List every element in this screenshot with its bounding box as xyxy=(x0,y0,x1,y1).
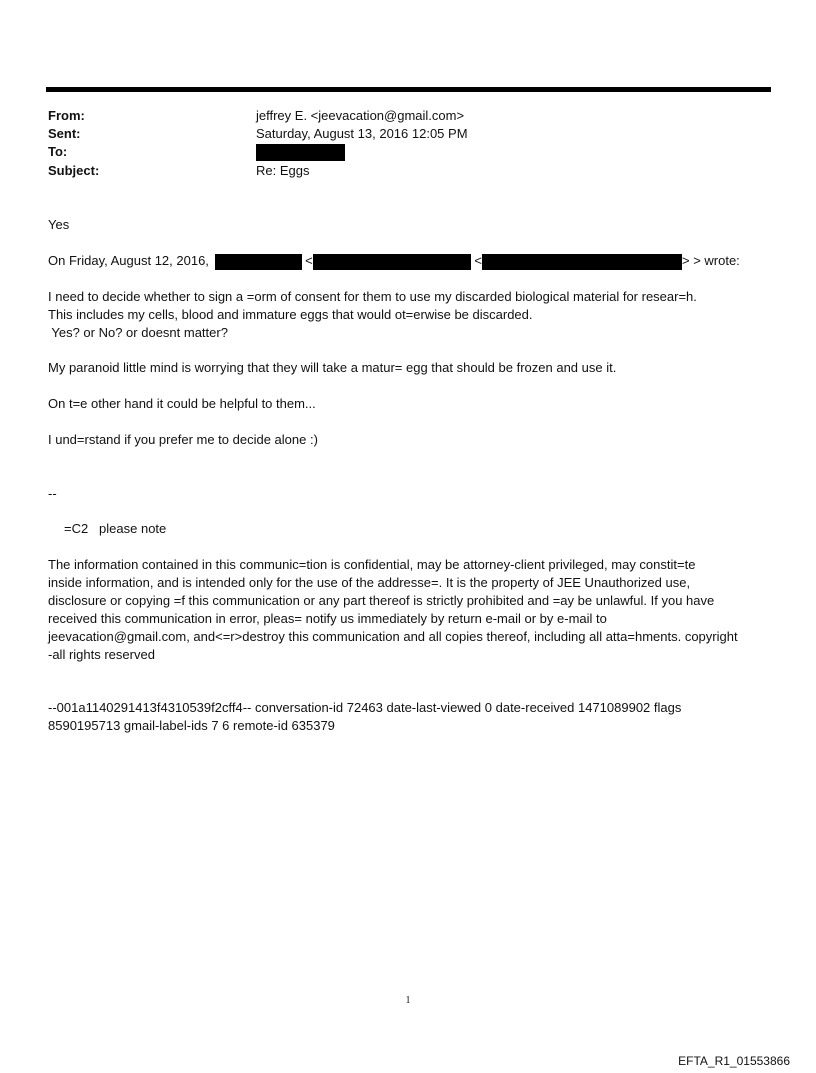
metadata-line: --001a1140291413f4310539f2cff4-- conversation-id 72463 date-last-viewed 0 date-received 1471089902 flags xyxy=(48,700,682,715)
redaction-block xyxy=(482,254,682,270)
to-row xyxy=(48,143,768,161)
from-row xyxy=(48,107,768,125)
signature-separator: -- xyxy=(48,486,57,501)
quoted-line: This includes my cells, blood and immature eggs that would ot=erwise be discarded. xyxy=(48,307,533,322)
quote-intro-prefix: On Friday, August 12, 2016, xyxy=(48,253,209,268)
to-label: To: xyxy=(48,144,68,159)
quote-intro xyxy=(48,252,776,270)
redaction-block xyxy=(313,254,471,270)
reply-text: Yes xyxy=(48,217,70,232)
bates-number: EFTA_R1_01553866 xyxy=(678,1054,790,1068)
to-value-redaction xyxy=(256,143,345,161)
sent-value: Saturday, August 13, 2016 12:05 PM xyxy=(256,126,468,141)
redaction-block xyxy=(256,144,345,161)
from-label: From: xyxy=(48,108,85,123)
quoted-paragraph-3: On t=e other hand it could be helpful to them... xyxy=(48,396,316,411)
redaction-block xyxy=(215,254,302,270)
quote-intro-suffix: > > wrote: xyxy=(681,253,740,268)
quoted-paragraph-4: I und=rstand if you prefer me to decide alone :) xyxy=(48,432,318,447)
disclaimer-line: -all rights reserved xyxy=(48,647,155,662)
page-number: 1 xyxy=(405,995,411,1006)
subject-label: Subject: xyxy=(48,163,100,178)
note-line: =C2 please note xyxy=(64,521,167,536)
disclaimer-line: The information contained in this communic=tion is confidential, may be attorney-client privileged, may constit=te xyxy=(48,557,696,572)
quoted-paragraph-1 xyxy=(48,288,774,342)
disclaimer xyxy=(48,556,774,664)
subject-row xyxy=(48,162,768,180)
quote-intro-lt: < xyxy=(474,253,482,268)
disclaimer-line: inside information, and is intended only for the use of the addresse=. It is the property of JEE Unauthorized use, xyxy=(48,575,691,590)
quoted-line: Yes? or No? or doesnt matter? xyxy=(48,325,228,340)
from-value: jeffrey E. <jeevacation@gmail.com> xyxy=(256,108,465,123)
subject-value: Re: Eggs xyxy=(256,163,310,178)
sent-label: Sent: xyxy=(48,126,81,141)
header-rule xyxy=(46,87,771,92)
quoted-paragraph-2: My paranoid little mind is worrying that they will take a matur= egg that should be frozen and use it. xyxy=(48,360,617,375)
disclaimer-line: jeevacation@gmail.com, and<=r>destroy this communication and all copies thereof, including all atta=hments. copyright xyxy=(48,629,738,644)
sent-row xyxy=(48,125,768,143)
quote-intro-lt: < xyxy=(305,253,313,268)
disclaimer-line: received this communication in error, pleas= notify us immediately by return e-mail or by e-mail to xyxy=(48,611,607,626)
metadata-block xyxy=(48,699,774,735)
metadata-line: 8590195713 gmail-label-ids 7 6 remote-id 635379 xyxy=(48,718,335,733)
quoted-line: I need to decide whether to sign a =orm of consent for them to use my discarded biological material for resear=h. xyxy=(48,289,697,304)
disclaimer-line: disclosure or copying =f this communication or any part thereof is strictly prohibited and =ay be unlawful. If you have xyxy=(48,593,715,608)
